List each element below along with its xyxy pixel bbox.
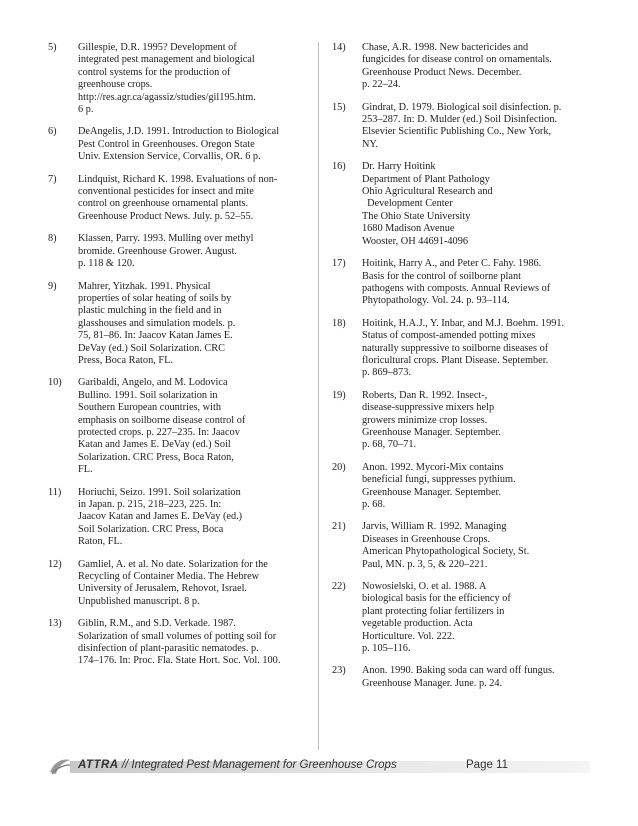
reference-text	[362, 462, 602, 512]
reference-text	[78, 618, 310, 668]
reference-line: p. 105–116.	[362, 643, 411, 655]
reference-line: Univ. Extension Service, Corvallis, OR. 6 p.	[78, 151, 261, 163]
reference-number: 18)	[332, 317, 346, 329]
footer-brand: ATTRA	[78, 759, 119, 771]
reference-line: Katan and James E. DeVay (ed.) Soil	[78, 439, 231, 451]
reference-number: 6)	[48, 126, 57, 138]
reference-item	[332, 521, 602, 571]
reference-number: 14)	[332, 42, 346, 53]
reference-line: Horticulture. Vol. 222.	[362, 630, 455, 642]
reference-text	[362, 581, 602, 655]
reference-line: properties of solar heating of soils by	[78, 292, 232, 304]
reference-line: FL.	[78, 464, 93, 476]
reference-number: 20)	[332, 461, 346, 473]
reference-line: bromide. Greenhouse Grower. August.	[78, 245, 237, 257]
page-number: Page 11	[466, 759, 508, 771]
reference-line: floricultural crops. Plant Disease. September.	[362, 354, 549, 366]
reference-line: http://res.agr.ca/agassiz/studies/gil195.htm.	[78, 91, 256, 103]
reference-line: Press, Boca Raton, FL.	[78, 354, 173, 366]
reference-number: 9)	[48, 280, 57, 292]
reference-line: biological basis for the efficiency of	[362, 593, 511, 605]
reference-line: DeAngelis, J.D. 1991. Introduction to Biological	[78, 126, 280, 138]
right-column	[332, 42, 602, 700]
reference-line: Department of Plant Pathology	[362, 173, 490, 185]
reference-line: Horiuchi, Seizo. 1991. Soil solarization	[78, 486, 241, 498]
reference-item	[332, 581, 602, 655]
reference-text	[362, 161, 602, 248]
column-divider	[318, 42, 319, 750]
reference-text	[362, 318, 602, 380]
reference-text	[78, 559, 310, 609]
reference-text	[78, 174, 310, 224]
reference-line: p. 22–24.	[362, 79, 401, 91]
reference-line: Hoitink, Harry A., and Peter C. Fahy. 1986.	[362, 258, 542, 270]
page-footer	[48, 754, 604, 778]
reference-text	[78, 377, 310, 476]
attra-logo-icon	[48, 756, 72, 776]
reference-line: protected crops. p. 227–235. In: Jaacov	[78, 426, 240, 438]
reference-line: 253–287. In: D. Mulder (ed.) Soil Disinfection.	[362, 114, 558, 126]
reference-text	[362, 665, 602, 690]
reference-item	[332, 42, 602, 92]
reference-text	[362, 390, 602, 452]
footer-separator: //	[118, 759, 132, 771]
reference-number: 5)	[48, 42, 57, 53]
reference-line: Nowosielski, O. et al. 1988. A	[362, 581, 487, 593]
reference-line: emphasis on soilborne disease control of	[78, 414, 246, 426]
reference-text	[78, 281, 310, 368]
reference-number: 22)	[332, 581, 346, 593]
footer-publication-title: Integrated Pest Management for Greenhouse Crops	[131, 759, 397, 771]
reference-line: Giblin, R.M., and S.D. Verkade. 1987.	[78, 618, 236, 630]
reference-line: The Ohio State University	[362, 210, 471, 222]
reference-line: Anon. 1990. Baking soda can ward off fungus.	[362, 665, 555, 677]
reference-line: plant protecting foliar fertilizers in	[362, 605, 505, 617]
reference-item	[48, 559, 310, 609]
reference-line: beneficial fungi, suppresses pythium.	[362, 474, 516, 486]
reference-item	[332, 665, 602, 690]
reference-line: Jarvis, William R. 1992. Managing	[362, 521, 507, 533]
reference-line: Greenhouse Manager. September.	[362, 486, 501, 498]
reference-line: Klassen, Parry. 1993. Mulling over methyl	[78, 233, 254, 245]
reference-line: disinfection of plant-parasitic nematodes. p.	[78, 643, 259, 655]
reference-line: Phytopathology. Vol. 24. p. 93–114.	[362, 295, 510, 307]
reference-line: 75, 81–86. In: Jaacov Katan James E.	[78, 330, 233, 342]
reference-line: plastic mulching in the field and in	[78, 305, 222, 317]
reference-line: in Japan. p. 215, 218–223, 225. In:	[78, 499, 222, 510]
reference-number: 10)	[48, 377, 62, 389]
reference-line: Wooster, OH 44691-4096	[362, 235, 469, 247]
reference-item	[48, 487, 310, 549]
reference-text	[362, 258, 602, 308]
reference-line: Southern European countries, with	[78, 402, 221, 414]
reference-line: 174–176. In: Proc. Fla. State Hort. Soc. Vol. 100.	[78, 655, 281, 667]
reference-line: Diseases in Greenhouse Crops.	[362, 533, 491, 545]
reference-text	[78, 126, 310, 163]
reference-line: vegetable production. Acta	[362, 618, 473, 630]
reference-line: Hoitink, H.A.J., Y. Inbar, and M.J. Boehm. 1991.	[362, 317, 565, 329]
reference-line: Pest Control in Greenhouses. Oregon State	[78, 138, 255, 150]
reference-number: 16)	[332, 161, 346, 173]
reference-line: Paul, MN. p. 3, 5, & 220–221.	[362, 558, 488, 570]
reference-text	[78, 42, 310, 116]
left-column	[48, 42, 310, 678]
reference-line: Gillespie, D.R. 1995? Development of	[78, 42, 237, 53]
reference-item	[48, 126, 310, 163]
reference-text	[362, 102, 602, 152]
reference-line: 6 p.	[78, 104, 94, 116]
reference-line: Greenhouse Product News. December.	[362, 66, 522, 78]
reference-item	[332, 390, 602, 452]
reference-line: control systems for the production of	[78, 66, 231, 78]
reference-line: control on greenhouse ornamental plants.	[78, 198, 249, 210]
reference-line: p. 68, 70–71.	[362, 439, 417, 451]
reference-line: Greenhouse Manager. September.	[362, 426, 501, 438]
reference-number: 7)	[48, 173, 57, 185]
reference-line: Jaacov Katan and James E. DeVay (ed.)	[78, 511, 243, 523]
reference-line: 1680 Madison Avenue	[362, 223, 455, 235]
reference-number: 19)	[332, 389, 346, 401]
reference-line: Development Center	[362, 198, 453, 210]
reference-line: Status of compost-amended potting mixes	[362, 330, 536, 342]
reference-line: Unpublished manuscript. 8 p.	[78, 595, 200, 607]
reference-line: p. 869–873.	[362, 367, 411, 379]
reference-item	[48, 281, 310, 368]
reference-item	[48, 174, 310, 224]
reference-number: 23)	[332, 665, 346, 677]
reference-line: Roberts, Dan R. 1992. Insect-,	[362, 389, 488, 401]
footer-title	[78, 759, 397, 771]
reference-line: p. 118 & 120.	[78, 258, 135, 270]
reference-item	[332, 318, 602, 380]
reference-number: 21)	[332, 521, 346, 533]
reference-line: Garibaldi, Angelo, and M. Lodovica	[78, 377, 228, 389]
reference-line: Chase, A.R. 1998. New bactericides and	[362, 42, 529, 53]
reference-line: Bullino. 1991. Soil solarization in	[78, 389, 218, 401]
reference-item	[48, 618, 310, 668]
reference-line: Solarization. CRC Press, Boca Raton,	[78, 451, 234, 463]
reference-number: 11)	[48, 486, 62, 498]
reference-line: Elsevier Scientific Publishing Co., New York,	[362, 126, 552, 138]
reference-line: p. 68.	[362, 499, 386, 510]
reference-text	[78, 487, 310, 549]
reference-number: 13)	[48, 618, 62, 630]
reference-line: pathogens with composts. Annual Reviews of	[362, 282, 551, 294]
reference-line: American Phytopathological Society, St.	[362, 546, 530, 558]
reference-text	[362, 521, 602, 571]
reference-item	[48, 42, 310, 116]
reference-number: 15)	[332, 101, 346, 113]
reference-line: disease-suppressive mixers help	[362, 402, 495, 414]
reference-line: Dr. Harry Hoitink	[362, 161, 436, 173]
reference-line: Mahrer, Yitzhak. 1991. Physical	[78, 280, 211, 292]
reference-item	[332, 462, 602, 512]
reference-line: Basis for the control of soilborne plant	[362, 270, 521, 282]
reference-text	[78, 233, 310, 270]
reference-text	[362, 42, 602, 92]
reference-line: Gindrat, D. 1979. Biological soil disinfection. p.	[362, 101, 562, 113]
reference-item	[332, 161, 602, 248]
reference-line: greenhouse crops.	[78, 79, 153, 91]
reference-line: growers minimize crop losses.	[362, 414, 488, 426]
reference-item	[332, 258, 602, 308]
reference-item	[48, 377, 310, 476]
reference-line: Soil Solarization. CRC Press, Boca	[78, 523, 224, 535]
reference-line: Recycling of Container Media. The Hebrew	[78, 571, 260, 583]
reference-line: University of Jerusalem, Rehovot, Israel.	[78, 583, 247, 595]
reference-number: 17)	[332, 258, 346, 270]
reference-number: 12)	[48, 558, 62, 570]
reference-line: Gamliel, A. et al. No date. Solarization for the	[78, 558, 268, 570]
reference-line: Anon. 1992. Mycori-Mix contains	[362, 461, 504, 473]
reference-line: Solarization of small volumes of potting soil for	[78, 630, 277, 642]
reference-line: Ohio Agricultural Research and	[362, 186, 493, 198]
reference-line: Greenhouse Product News. July. p. 52–55.	[78, 210, 254, 222]
reference-line: glasshouses and simulation models. p.	[78, 317, 236, 329]
reference-line: DeVay (ed.) Soil Solarization. CRC	[78, 342, 225, 354]
reference-line: conventional pesticides for insect and mite	[78, 186, 254, 198]
reference-line: Greenhouse Manager. June. p. 24.	[362, 677, 503, 689]
reference-number: 8)	[48, 233, 57, 245]
reference-line: Lindquist, Richard K. 1998. Evaluations of non-	[78, 173, 278, 185]
reference-line: Raton, FL.	[78, 536, 123, 548]
reference-line: NY.	[362, 138, 379, 150]
reference-line: naturally suppressive to soilborne diseases of	[362, 342, 549, 354]
reference-item	[48, 233, 310, 270]
reference-item	[332, 102, 602, 152]
reference-line: fungicides for disease control on ornamentals.	[362, 54, 552, 66]
reference-line: integrated pest management and biological	[78, 54, 255, 66]
